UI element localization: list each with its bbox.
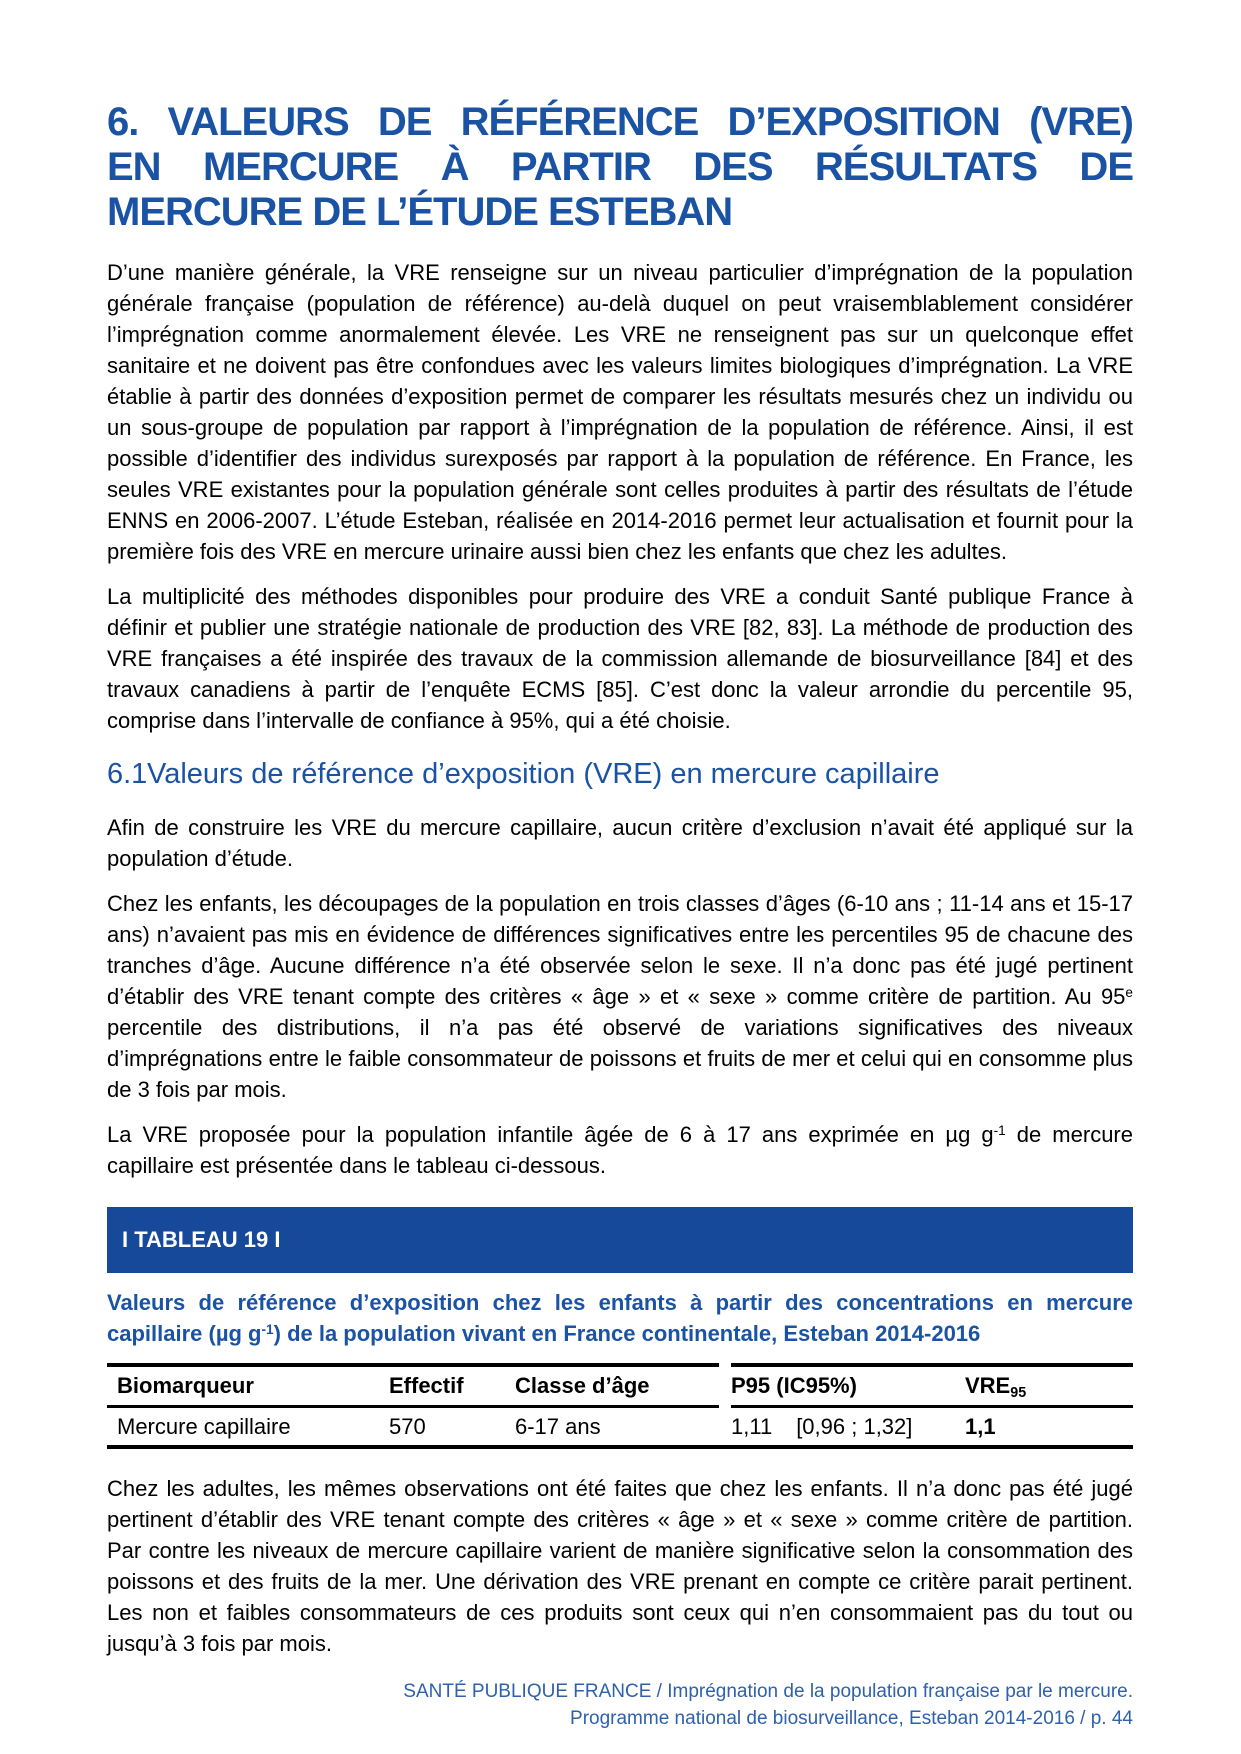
- caption-text: Valeurs de référence d’exposition chez les enfants à partir des concentrations en mercure capillaire (µg g: [107, 1290, 1133, 1346]
- footer-line-1: SANTÉ PUBLIQUE FRANCE / Imprégnation de la population française par le mercure.: [403, 1681, 1133, 1702]
- paragraph-text: de mercure capillaire est présentée dans le tableau ci-dessous.: [107, 1122, 1133, 1178]
- page-footer: [403, 1678, 1133, 1732]
- table-19: [107, 1363, 1133, 1449]
- col-header-p95: P95 (IC95%): [731, 1365, 965, 1407]
- caption-text: ) de la population vivant en France continentale, Esteban 2014-2016: [273, 1321, 981, 1346]
- cell-effectif: 570: [389, 1407, 515, 1448]
- column-gap: [719, 1365, 731, 1407]
- page-content: [107, 0, 1133, 1754]
- chapter-title-line-2: EN MERCURE À PARTIR DES RÉSULTATS DE: [107, 145, 1133, 189]
- section-title: Valeurs de référence d’exposition (VRE) en mercure capillaire: [147, 758, 940, 790]
- section-heading-6-1: [107, 754, 1133, 794]
- section-paragraph-3: [107, 1119, 1133, 1181]
- footer-line-2: Programme national de biosurveillance, Esteban 2014-2016 / p. 44: [570, 1708, 1133, 1729]
- superscript: e: [1125, 985, 1133, 1001]
- paragraph-text: Chez les enfants, les découpages de la population en trois classes d’âges (6-10 ans ; 11-14 ans et 15-17 ans) n’avaient pas mis en évidence de différences significatives entre les percentiles 95 de chacune des tranches d’âge. Aucune différence n’a été observée selon le sexe. Il n’a donc pas été jugé pertinent d’établir des VRE tenant compte des critères « âge » et « sexe » comme critère de partition. Au 95: [107, 891, 1133, 1009]
- cell-vre95: 1,1: [965, 1407, 1133, 1448]
- section-paragraph-1: Afin de construire les VRE du mercure capillaire, aucun critère d’exclusion n’avait été appliqué sur la population d’étude.: [107, 815, 1133, 871]
- intro-paragraph-2: La multiplicité des méthodes disponibles pour produire des VRE a conduit Santé publique France à définir et publier une stratégie nationale de production des VRE [82, 83]. La méthode de production des VRE françaises a été inspirée des travaux de la commission allemande de biosurveillance [84] et des travaux canadiens à partir de l’enquête ECMS [85]. C’est donc la valeur arrondie du percentile 95, comprise dans l’intervalle de confiance à 95%, qui a été choisie.: [107, 584, 1133, 733]
- cell-biomarqueur: Mercure capillaire: [107, 1407, 389, 1448]
- intro-paragraph-1: D’une manière générale, la VRE renseigne sur un niveau particulier d’imprégnation de la population générale française (population de référence) au-delà duquel on peut vraisemblablement considérer l’imprégnation comme anormalement élevée. Les VRE ne renseignent pas sur un quelconque effet sanitaire et ne doivent pas être confondues avec les valeurs limites biologiques d’imprégnation. La VRE établie à partir des données d’exposition permet de comparer les résultats mesurés chez un individu ou un sous-groupe de population par rapport à l’imprégnation de la population de référence. Ainsi, il est possible d’identifier des individus surexposés par rapport à la population de référence. En France, les seules VRE existantes pour la population générale sont celles produites à partir des résultats de l’étude ENNS en 2006-2007. L’étude Esteban, réalisée en 2014-2016 permet leur actualisation et fournit pour la première fois des VRE en mercure urinaire aussi bien chez les enfants que chez les adultes.: [107, 260, 1133, 564]
- table-19-banner-label: I TABLEAU 19 I: [122, 1227, 281, 1252]
- chapter-title-line-3: MERCURE DE L’ÉTUDE ESTEBAN: [107, 190, 733, 234]
- cell-p95: [731, 1407, 965, 1448]
- superscript: -1: [993, 1123, 1006, 1139]
- table-19-caption: [107, 1287, 1133, 1349]
- section-paragraph-2: [107, 888, 1133, 1105]
- paragraph-text: percentile des distributions, il n’a pas été observé de variations significatives des niveaux d’imprégnations entre le faible consommateur de poissons et fruits de mer et celui qui en consomme plus de 3 fois par mois.: [107, 1015, 1133, 1102]
- subscript: 95: [1010, 1385, 1027, 1401]
- table-header-row: [107, 1365, 1133, 1407]
- chapter-title-line-1: 6. VALEURS DE RÉFÉRENCE D’EXPOSITION (VRE): [107, 100, 1133, 144]
- table-19-banner: [107, 1207, 1133, 1273]
- closing-paragraph: Chez les adultes, les mêmes observations ont été faites que chez les enfants. Il n’a donc pas été jugé pertinent d’établir des VRE tenant compte des critères « âge » et « sexe » comme critère de partition. Par contre les niveaux de mercure capillaire varient de manière significative selon la consommation des poissons et des fruits de la mer. Une dérivation des VRE prenant en compte ce critère parait pertinent. Les non et faibles consommateurs de ces produits sont ceux qui n’en consommaient pas du tout ou jusqu’à 3 fois par mois.: [107, 1476, 1133, 1656]
- confidence-interval: [0,96 ; 1,32]: [796, 1413, 913, 1439]
- table-row: [107, 1407, 1133, 1448]
- paragraph-text: La VRE proposée pour la population infantile âgée de 6 à 17 ans exprimée en µg g: [107, 1122, 994, 1147]
- p95-value: 1,11: [731, 1413, 773, 1439]
- col-header-effectif: Effectif: [389, 1365, 515, 1407]
- section-number: 6.1: [107, 758, 148, 790]
- column-gap: [719, 1407, 731, 1448]
- cell-classe-age: 6-17 ans: [515, 1407, 719, 1448]
- col-header-vre95: [965, 1365, 1133, 1407]
- superscript: -1: [261, 1322, 274, 1338]
- col-header-classe-age: Classe d’âge: [515, 1365, 719, 1407]
- col-header-biomarqueur: Biomarqueur: [107, 1365, 389, 1407]
- vre-label: VRE: [965, 1373, 1011, 1398]
- chapter-title: [107, 100, 1133, 235]
